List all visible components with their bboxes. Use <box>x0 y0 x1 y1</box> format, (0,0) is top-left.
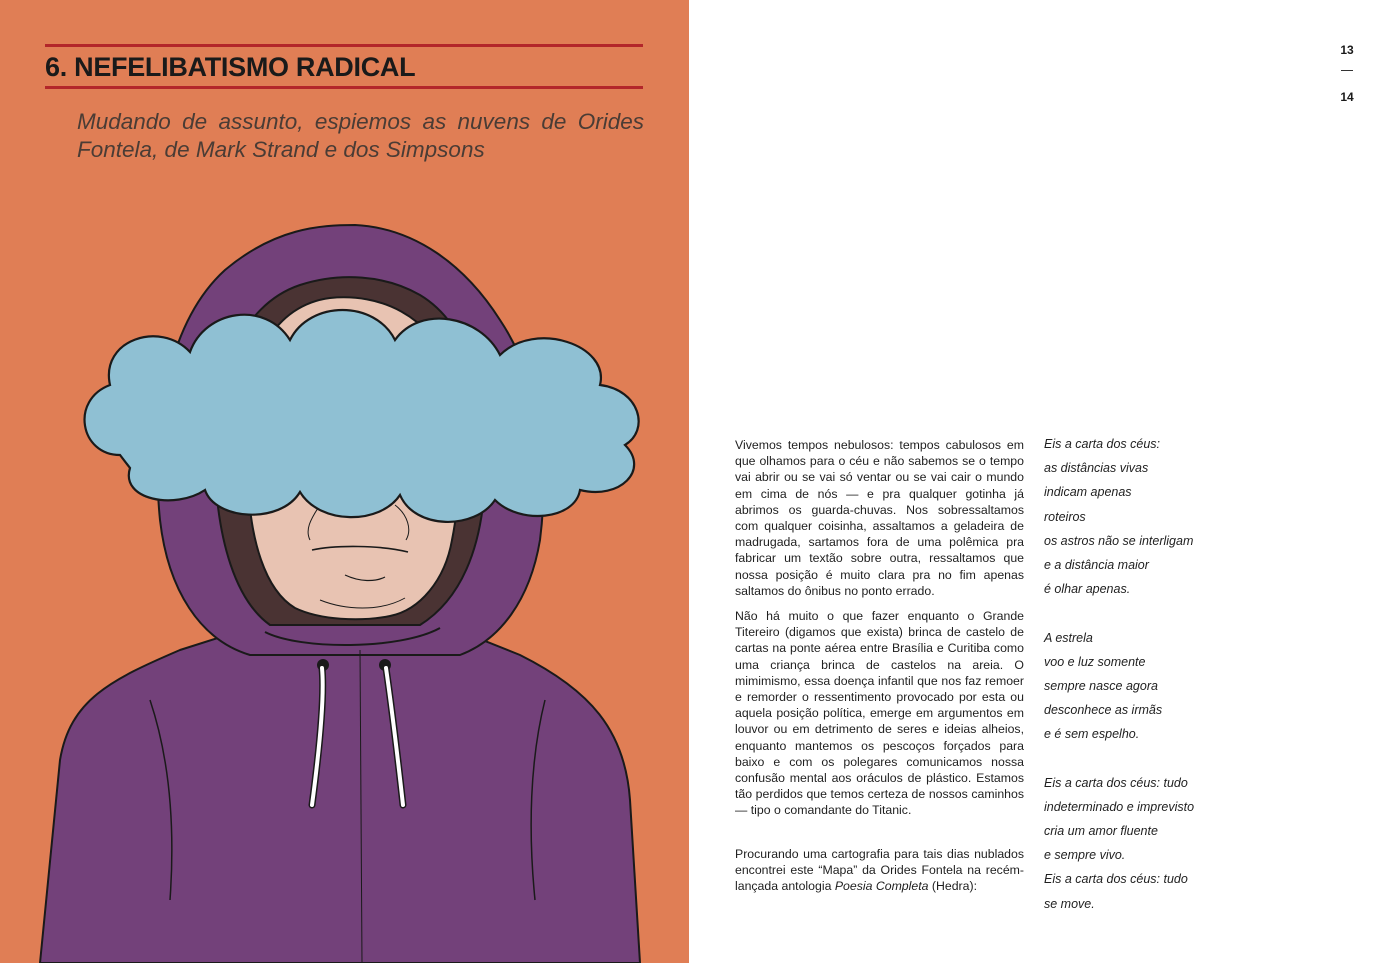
poem-line: indicam apenas <box>1044 485 1132 500</box>
poem-line: os astros não se interligam <box>1044 533 1194 548</box>
poem-line: roteiros <box>1044 509 1086 524</box>
title-rule-bottom <box>45 86 643 89</box>
title-rule-top <box>45 44 643 47</box>
paragraph-intro-poem: Procurando uma cartografia para tais dias nublados encontrei este “Mapa” da Orides Fontela na recém-lançada antologia Poesia Completa (Hedra): <box>735 846 1024 894</box>
poem-line: as distâncias vivas <box>1044 461 1149 476</box>
article-body <box>735 437 1024 903</box>
page-number-13: 13 <box>1340 43 1354 57</box>
poem-line: indeterminado e imprevisto <box>1044 799 1195 814</box>
poem-line: é olhar apenas. <box>1044 582 1131 597</box>
poem-line: Eis a carta dos céus: tudo <box>1044 775 1188 790</box>
poem-line: Eis a carta dos céus: tudo <box>1044 872 1188 887</box>
poem-line: e sempre vivo. <box>1044 848 1126 863</box>
poem-stanza-break <box>1044 604 1244 628</box>
book-title: Poesia Completa <box>834 879 929 894</box>
cloud <box>85 310 639 522</box>
chapter-title: 6. NEFELIBATISMO RADICAL <box>45 52 416 82</box>
chapter-subtitle: Mudando de assunto, espiemos as nuvens de Orides Fontela, de Mark Strand e dos Simpsons <box>77 109 644 162</box>
hoodie-body <box>40 615 640 963</box>
poem-line: sempre nasce agora <box>1044 678 1158 693</box>
paragraph: Vivemos tempos nebulosos: tempos cabulosos em que olhamos para o céu e não sabemos se o tempo vai abrir ou se vai só ventar ou se vai cair o mundo em cima de nós — e pra qualquer gotinha já abrimos os guarda-chuvas. Nos sobressaltamos com qualquer coisinha, assaltamos a geladeira de madrugada, sartamos fora de uma polêmica pra fabricar um textão sobre outra, ressaltamos que nossa posição é muito clara pra no fim apenas saltamos do ônibus no ponto errado. <box>735 438 1024 598</box>
poem-line: e é sem espelho. <box>1044 727 1140 742</box>
poem-line: desconhece as irmãs <box>1044 703 1163 718</box>
paragraph: Não há muito o que fazer enquanto o Grande Titereiro (digamos que exista) brinca de castelo de cartas na ponte aérea entre Brasília e Curitiba como uma criança brinca de castelos na areia. O mimimismo, essa doença infantil que nos faz remoer e remorder o ressentimento provocado por esta ou aquela posição política, emerge em argumentos em louvor ou em detrimento de seres e ideias alheios, enquanto mantemos os pescoços forçados para baixo e com os polegares comunicamos nossa confusão mental aos oráculos de plástico. Estamos tão perdidos que temos certeza de nossos caminhos — tipo o comandante do Titanic. <box>735 609 1024 818</box>
poem-line: cria um amor fluente <box>1044 824 1158 838</box>
page-number-separator <box>1341 70 1353 71</box>
poem-line: e a distância maior <box>1044 557 1149 572</box>
poem-line: se move. <box>1044 896 1095 911</box>
poem-stanza-break <box>1044 749 1244 773</box>
poem-line: A estrela <box>1044 630 1093 645</box>
poem-line: voo e luz somente <box>1044 654 1146 669</box>
hoodie-cloud-illustration <box>0 200 689 963</box>
poem-line: Eis a carta dos céus: <box>1044 437 1161 451</box>
poem-mapa <box>1044 435 1244 919</box>
page-number-14: 14 <box>1340 90 1354 104</box>
